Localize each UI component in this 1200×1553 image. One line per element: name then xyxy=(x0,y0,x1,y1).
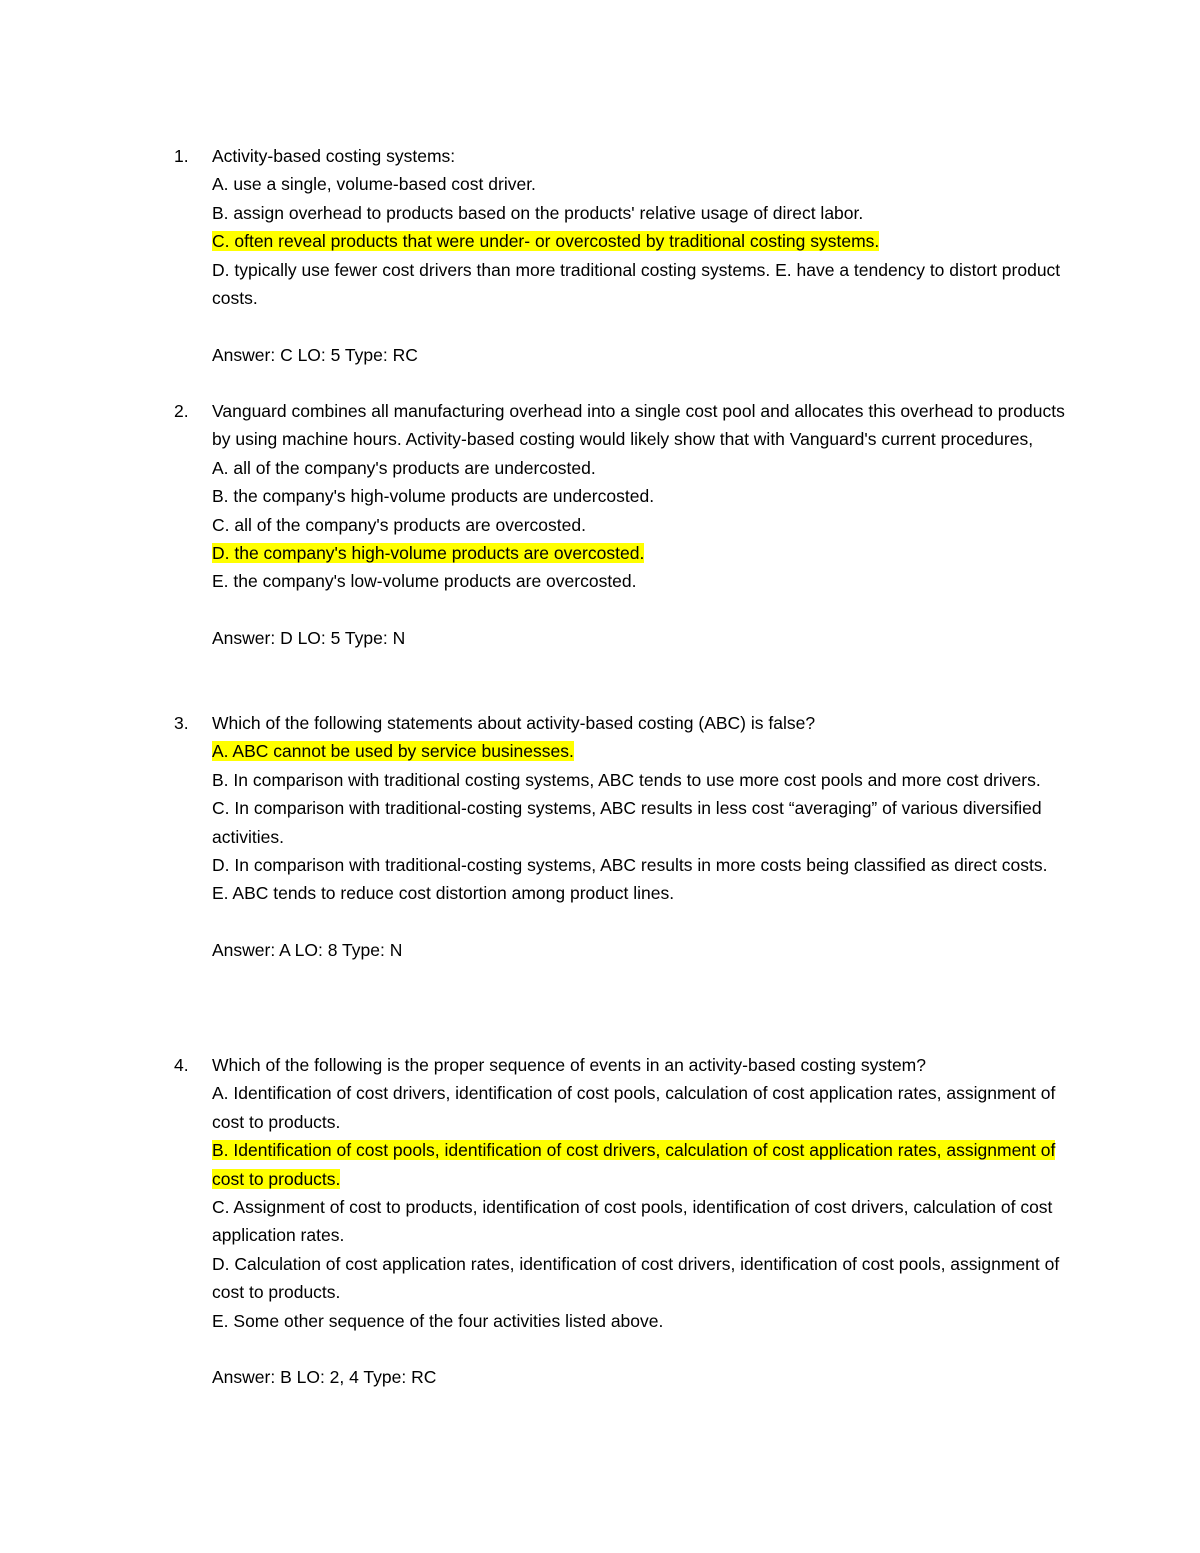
answer-highlight: B. Identification of cost pools, identification of cost drivers, calculation of cost application rates, assignment of cost to products. xyxy=(212,1140,1056,1189)
option-c: C. Assignment of cost to products, identification of cost pools, identification of cost drivers, calculation of cost application rates. xyxy=(212,1197,1053,1246)
option-d: D. typically use fewer cost drivers than more traditional costing systems. E. have a tendency to distort product costs. xyxy=(212,259,1061,309)
answer-highlight: A. ABC cannot be used by service businesses. xyxy=(212,741,574,762)
question-4 xyxy=(174,1051,1074,1392)
option-d-correct xyxy=(212,539,1074,567)
answer-highlight: D. the company's high-volume products are overcosted. xyxy=(212,543,645,564)
option-b: B. assign overhead to products based on the products' relative usage of direct labor. xyxy=(212,202,864,223)
answer-highlight: C. often reveal products that were under- or overcosted by traditional costing systems. xyxy=(212,231,880,252)
question-stem: Which of the following statements about activity-based costing (ABC) is false? xyxy=(212,713,816,733)
option-b-correct xyxy=(212,1136,1074,1193)
question-number: 1. xyxy=(174,146,189,166)
option-c: C. all of the company's products are overcosted. xyxy=(212,514,586,535)
question-number: 3. xyxy=(174,713,189,733)
question-stem: Vanguard combines all manufacturing overhead into a single cost pool and allocates this overhead to products by using machine hours. Activity-based costing would likely show that with Vanguard's current procedures, xyxy=(212,401,1065,450)
option-e: E. Some other sequence of the four activities listed above. xyxy=(212,1310,664,1331)
question-number: 4. xyxy=(174,1055,189,1075)
option-b: B. In comparison with traditional costing systems, ABC tends to use more cost pools and more cost drivers. xyxy=(212,769,1041,790)
option-e: E. ABC tends to reduce cost distortion among product lines. xyxy=(212,883,675,904)
question-stem: Activity-based costing systems: xyxy=(212,146,456,166)
option-a-correct xyxy=(212,737,1074,765)
question-number: 2. xyxy=(174,401,189,421)
option-c-correct xyxy=(212,227,1074,255)
option-d: D. In comparison with traditional-costing systems, ABC results in more costs being classified as direct costs. xyxy=(212,855,1048,876)
option-a: A. Identification of cost drivers, identification of cost pools, calculation of cost application rates, assignment of cost to products. xyxy=(212,1083,1056,1132)
option-b: B. the company's high-volume products are undercosted. xyxy=(212,486,655,507)
answer-line: Answer: A LO: 8 Type: N xyxy=(212,940,403,961)
option-c: C. In comparison with traditional-costing systems, ABC results in less cost “averaging” of various diversified activities. xyxy=(212,798,1042,847)
question-3 xyxy=(174,709,1074,965)
option-e: E. the company's low-volume products are overcosted. xyxy=(212,571,637,592)
answer-line: Answer: C LO: 5 Type: RC xyxy=(212,344,418,365)
question-2 xyxy=(174,397,1074,653)
option-d: D. Calculation of cost application rates, identification of cost drivers, identification of cost pools, assignment of cost to products. xyxy=(212,1253,1060,1303)
question-stem: Which of the following is the proper sequence of events in an activity-based costing system? xyxy=(212,1055,926,1075)
question-1 xyxy=(174,142,1074,369)
answer-line: Answer: B LO: 2, 4 Type: RC xyxy=(212,1367,437,1388)
option-a: A. all of the company's products are undercosted. xyxy=(212,457,596,478)
answer-line: Answer: D LO: 5 Type: N xyxy=(212,628,406,649)
option-a: A. use a single, volume-based cost driver. xyxy=(212,174,536,195)
